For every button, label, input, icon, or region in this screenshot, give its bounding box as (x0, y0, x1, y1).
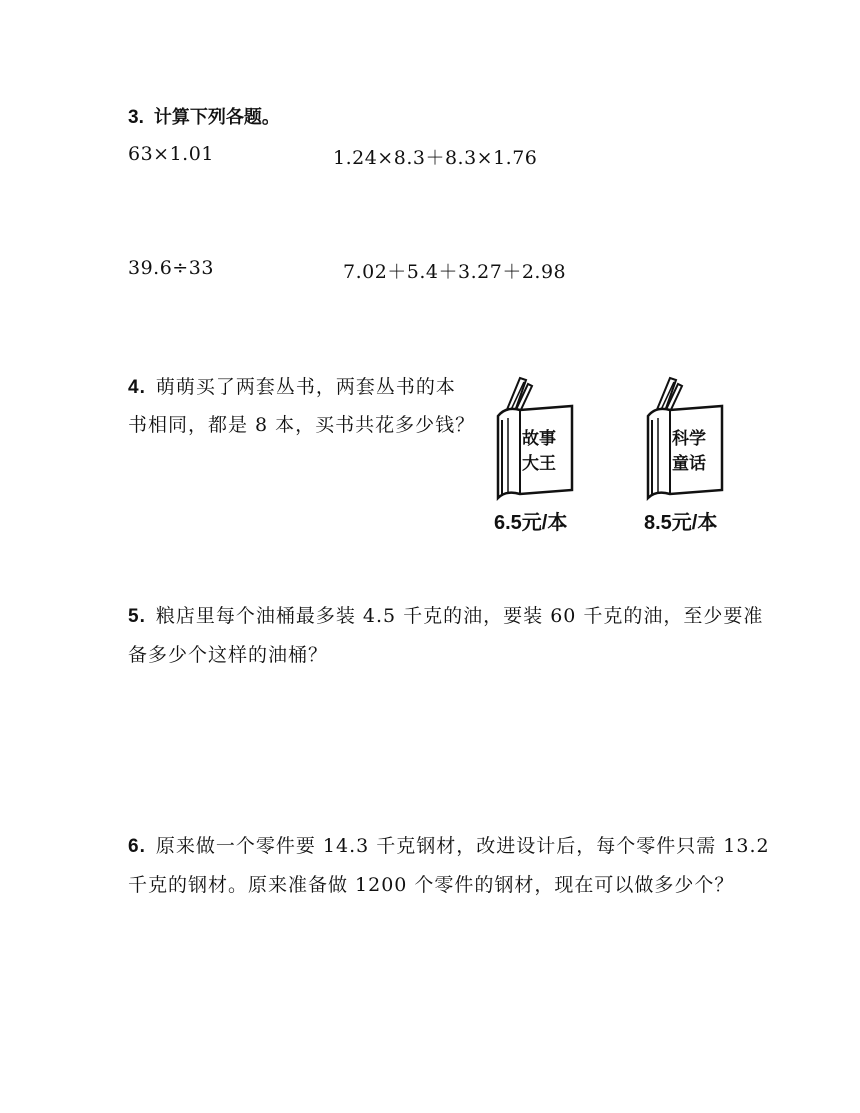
q3-title: 计算下列各题。 (153, 107, 280, 128)
book-1-price: 6.5元/本 (494, 512, 568, 534)
book-2-title-line-2: 童话 (672, 454, 706, 474)
q3-number: 3. (128, 107, 144, 128)
book-1-title-line-2: 大王 (522, 454, 556, 474)
book-science-fairy-tales (642, 372, 728, 502)
q3-expression-1: 63×1.01 (128, 143, 214, 165)
book-story-king (492, 372, 578, 502)
q6-line-2: 千克的钢材。原来准备做 1200 个零件的钢材，现在可以做多少个？ (128, 874, 735, 896)
book-2-title-line-1: 科学 (672, 429, 706, 449)
q6-line-1: 6. 原来做一个零件要 14.3 千克钢材，改进设计后，每个零件只需 13.2 (128, 835, 770, 857)
q4-line-1: 4. 萌萌买了两套丛书，两套丛书的本 (128, 376, 456, 398)
q5-number: 5. (128, 606, 146, 627)
q3-heading (128, 103, 280, 129)
book-1-title-line-1: 故事 (522, 429, 556, 449)
q5-line-2: 备多少个这样的油桶？ (128, 644, 329, 666)
q3-expression-2: 1.24×8.3＋8.3×1.76 (333, 147, 538, 169)
q3-expression-4: 7.02＋5.4＋3.27＋2.98 (343, 261, 567, 283)
q6-number: 6. (128, 836, 146, 857)
q4-line-2: 书相同，都是 8 本，买书共花多少钱？ (128, 414, 476, 436)
q4-number: 4. (128, 377, 146, 398)
book-2-price: 8.5元/本 (644, 512, 718, 534)
q5-line-1: 5. 粮店里每个油桶最多装 4.5 千克的油，要装 60 千克的油，至少要准 (128, 605, 764, 627)
q3-expression-3: 39.6÷33 (128, 257, 214, 279)
